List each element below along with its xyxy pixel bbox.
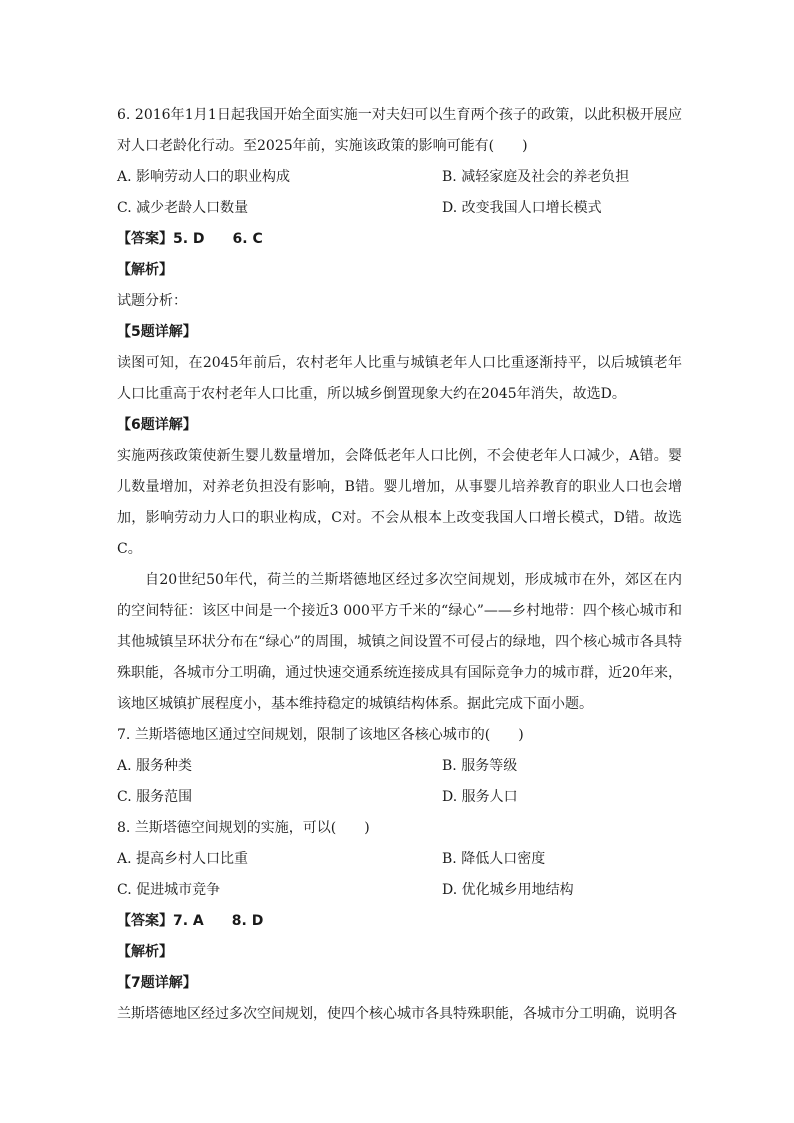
detail-7-text: 兰斯塔德地区经过多次空间规划，使四个核心城市各具特殊职能，各城市分工明确，说明各 <box>117 1006 677 1022</box>
question-6-option-c: C. 减少老龄人口数量 <box>117 200 249 216</box>
question-6-option-a: A. 影响劳动人口的职业构成 <box>117 169 291 185</box>
question-6-options-row-1 <box>117 162 682 193</box>
question-7-options-row-2 <box>117 782 682 813</box>
question-6-stem: 6. 2016年1月1日起我国开始全面实施一对夫妇可以生育两个孩子的政策，以此积极开展应对人口老龄化行动。至2025年前，实施该政策的影响可能有( ) <box>117 107 682 154</box>
question-7-option-c: C. 服务范围 <box>117 789 193 805</box>
detail-6-text: 实施两孩政策使新生婴儿数量增加，会降低老年人口比例，不会使老年人口减少，A错。婴儿数量增加，对养老负担没有影响，B错。婴儿增加，从事婴儿培养教育的职业人口也会增加，影响劳动力人口的职业构成，C对。不会从根本上改变我国人口增长模式，D错。故选C。 <box>117 448 682 557</box>
question-8-options-row-1 <box>117 844 682 875</box>
question-6-option-b: B. 减轻家庭及社会的养老负担 <box>442 169 630 185</box>
detail-6-heading: 【6题详解】 <box>117 417 197 433</box>
answer-7-8: 【答案】7. A 8. D <box>117 913 264 929</box>
answer-5-6: 【答案】5. D 6. C <box>117 231 263 247</box>
question-8-option-d: D. 优化城乡用地结构 <box>442 882 574 898</box>
question-7-option-b: B. 服务等级 <box>442 758 518 774</box>
question-7-option-d: D. 服务人口 <box>442 789 518 805</box>
reading-passage: 自20世纪50年代，荷兰的兰斯塔德地区经过多次空间规划，形成城市在外，郊区在内的空间特征：该区中间是一个接近3 000平方千米的“绿心”——乡村地带：四个核心城市和其他城镇呈环状分布在“绿心”的周围，城镇之间设置不可侵占的绿地，四个核心城市各具特殊职能，各城市分工明确，通过快速交通系统连接成具有国际竞争力的城市群，近20年来，该地区城镇扩展程度小，基本维持稳定的城镇结构体系。据此完成下面小题。 <box>117 572 682 712</box>
question-6-option-d: D. 改变我国人口增长模式 <box>442 200 602 216</box>
document-page <box>117 100 682 1030</box>
analysis-heading-1: 【解析】 <box>117 262 173 278</box>
question-7-options-row-1 <box>117 751 682 782</box>
question-8-option-c: C. 促进城市竞争 <box>117 882 221 898</box>
question-7-stem: 7. 兰斯塔德地区通过空间规划，限制了该地区各核心城市的( ) <box>117 727 524 743</box>
question-8-options-row-2 <box>117 875 682 906</box>
analysis-intro: 试题分析： <box>117 293 187 309</box>
detail-5-text: 读图可知，在2045年前后，农村老年人比重与城镇老年人口比重逐渐持平，以后城镇老年人口比重高于农村老年人口比重，所以城乡倒置现象大约在2045年消失，故选D。 <box>117 355 682 402</box>
analysis-heading-2: 【解析】 <box>117 944 173 960</box>
question-8-option-b: B. 降低人口密度 <box>442 851 546 867</box>
question-8-option-a: A. 提高乡村人口比重 <box>117 851 249 867</box>
question-6-options-row-2 <box>117 193 682 224</box>
question-8-stem: 8. 兰斯塔德空间规划的实施，可以( ) <box>117 820 370 836</box>
detail-5-heading: 【5题详解】 <box>117 324 197 340</box>
question-7-option-a: A. 服务种类 <box>117 758 193 774</box>
detail-7-heading: 【7题详解】 <box>117 975 197 991</box>
